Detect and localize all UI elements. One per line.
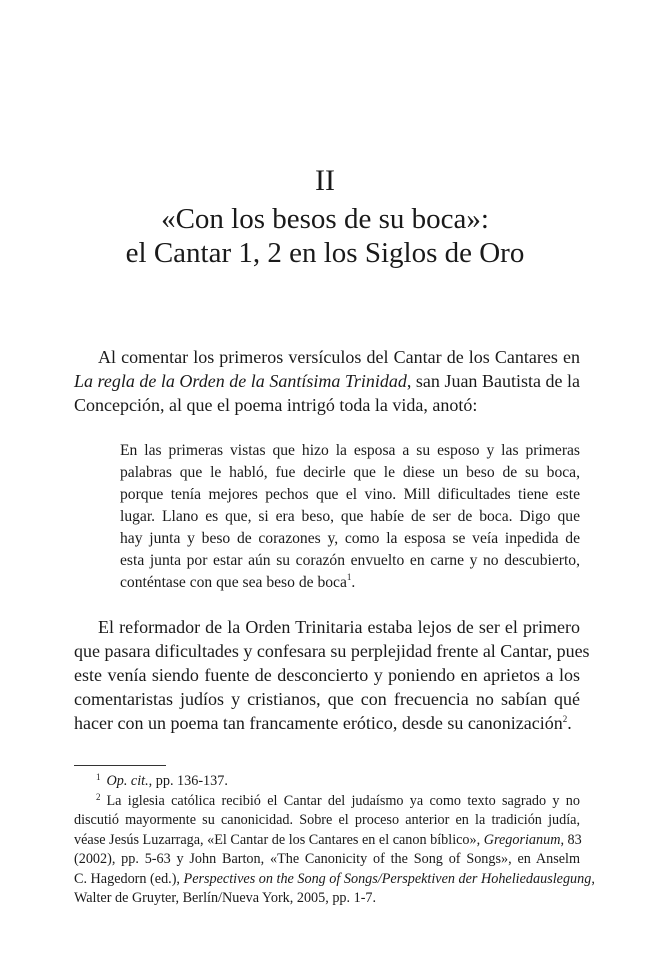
footnote-number: 2 (96, 791, 101, 802)
quote-line (120, 572, 580, 594)
footnote-ref-2[interactable]: 2 (562, 714, 568, 724)
footnote-2-line (74, 792, 580, 812)
footnote-2-line: Walter de Gruyter, Berlín/Nueva York, 2005, pp. 1-7. (74, 890, 377, 906)
paragraph-line (74, 711, 580, 735)
paragraph-text: . (567, 713, 572, 733)
footnote-2-line: discutió mayormente su canonicidad. Sobre el proceso anterior en la tradición judía, (74, 812, 580, 828)
footnote-italic: Gregorianum (483, 831, 561, 848)
chapter-number: II (315, 164, 335, 197)
footnote-text: La iglesia católica recibió el Cantar del judaísmo ya como texto sagrado y no (106, 792, 580, 809)
paragraph-line: este venía siendo fuente de desconcierto y poniendo en aprietos a los (74, 665, 580, 685)
quote-text: . (351, 574, 356, 591)
paragraph-text: hacer con un poema tan francamente erótico, desde su canonización (74, 713, 563, 733)
paragraph-line: comentaristas judíos y cristianos, que con frecuencia no sabían qué (74, 689, 580, 709)
footnote-text: véase Jesús Luzarraga, «El Cantar de los Cantares en el canon bíblico», (74, 831, 484, 848)
footnote-text: , 83 (560, 831, 582, 848)
footnote-text: , pp. 136-137. (148, 773, 228, 789)
paragraph-reformer (74, 615, 590, 735)
paragraph-text: , san Juan Bautista de la (406, 371, 580, 391)
footnote-divider (74, 765, 166, 766)
paragraph-line: Al comentar los primeros versículos del Cantar de los Cantares en (98, 347, 580, 367)
chapter-title (0, 202, 650, 270)
quote-line: lugar. Llano es que, si era beso, que habíe de ser de boca. Digo que (120, 508, 580, 525)
footnote-text: , (591, 870, 595, 887)
quote-line: porque tenía mejores pechos que el vino. Mill dificultades tiene este (120, 486, 580, 503)
paragraph-line: que pasara dificultades y confesara su perplejidad frente al Cantar, pues (74, 641, 590, 661)
footnote-number: 1 (96, 772, 101, 782)
chapter-title-line-1: «Con los besos de su boca»: (161, 203, 489, 235)
footnote-italic: Perspectives on the Song of Songs/Perspektiven der Hoheliedauslegung (183, 870, 592, 887)
quote-line: hay junta y beso de corazones y, como la esposa se veía inpedida de (120, 530, 580, 547)
footnotes (74, 772, 595, 909)
footnote-2-line (74, 831, 580, 851)
paragraph-line: Concepción, al que el poema intrigó toda la vida, anotó: (74, 395, 478, 415)
footnote-text: C. Hagedorn (ed.), (74, 870, 184, 887)
footnote-2-line: (2002), pp. 5-63 y John Barton, «The Canonicity of the Song of Songs», en Anselm (74, 851, 580, 867)
quote-text: conténtase con que sea beso de boca (120, 574, 347, 591)
footnote-2-line (74, 870, 595, 890)
paragraph-line (74, 369, 580, 393)
quote-line: esta junta por estar aún su corazón envuelto en carne y no descubierto, (120, 552, 580, 569)
paragraph-line: El reformador de la Orden Trinitaria estaba lejos de ser el primero (98, 617, 580, 637)
block-quote (120, 440, 580, 594)
footnote-1 (74, 772, 580, 792)
paragraph-intro (74, 345, 580, 417)
footnote-italic: Op. cit. (106, 773, 149, 789)
quote-line: En las primeras vistas que hizo la esposa a su esposo y las primeras (120, 442, 580, 459)
quote-line: palabras que le habló, fue decirle que le diese un beso de su boca, (120, 464, 580, 481)
footnote-ref-1[interactable]: 1 (346, 572, 352, 582)
work-title: La regla de la Orden de la Santísima Trinidad (74, 371, 407, 391)
chapter-title-line-2: el Cantar 1, 2 en los Siglos de Oro (125, 237, 525, 269)
